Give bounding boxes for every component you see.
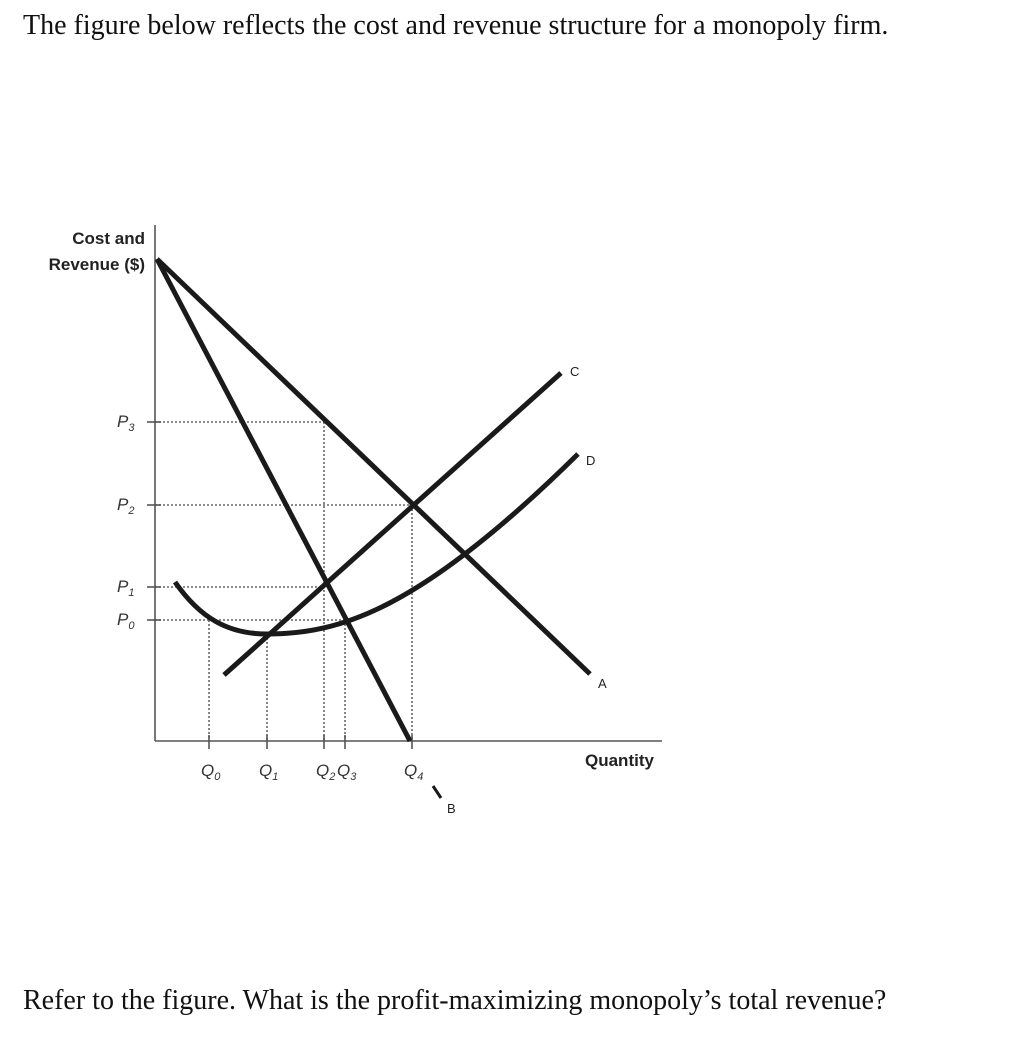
question-text: Refer to the figure. What is the profit-maximizing monopoly’s total revenue? [23, 985, 887, 1016]
axes [155, 225, 662, 741]
curve-label-c: C [570, 364, 580, 379]
y-axis-label-line-2: Revenue ($) [48, 255, 145, 274]
marginal-cost-curve-c [224, 373, 561, 675]
x-tick-label: $Q_1$ [259, 761, 279, 783]
curves [157, 259, 590, 798]
curve-label-d: D [586, 453, 596, 468]
x-axis-label: Quantity [585, 751, 654, 770]
curve-label-b: B [447, 801, 456, 816]
x-tick-label: $Q_3$ [337, 761, 357, 783]
y-axis-label-line-1: Cost and [72, 229, 145, 248]
labels [49, 229, 655, 816]
x-tick-label: $Q_4$ [404, 761, 424, 783]
x-tick-label: $Q_0$ [201, 761, 221, 783]
marginal-revenue-curve-b-arrow [433, 786, 441, 798]
curve-label-a: A [598, 676, 607, 691]
y-tick-label: $P_1$ [117, 577, 135, 599]
y-tick-label: $P_3$ [117, 412, 135, 434]
x-tick-label: $Q_2$ [316, 761, 336, 783]
marginal-revenue-curve-b [157, 259, 410, 741]
question-intro: The figure below reflects the cost and revenue structure for a monopoly firm. [23, 10, 889, 41]
guide-lines [147, 422, 412, 749]
y-tick-label: $P_0$ [117, 610, 135, 632]
y-tick-label: $P_2$ [117, 495, 135, 517]
